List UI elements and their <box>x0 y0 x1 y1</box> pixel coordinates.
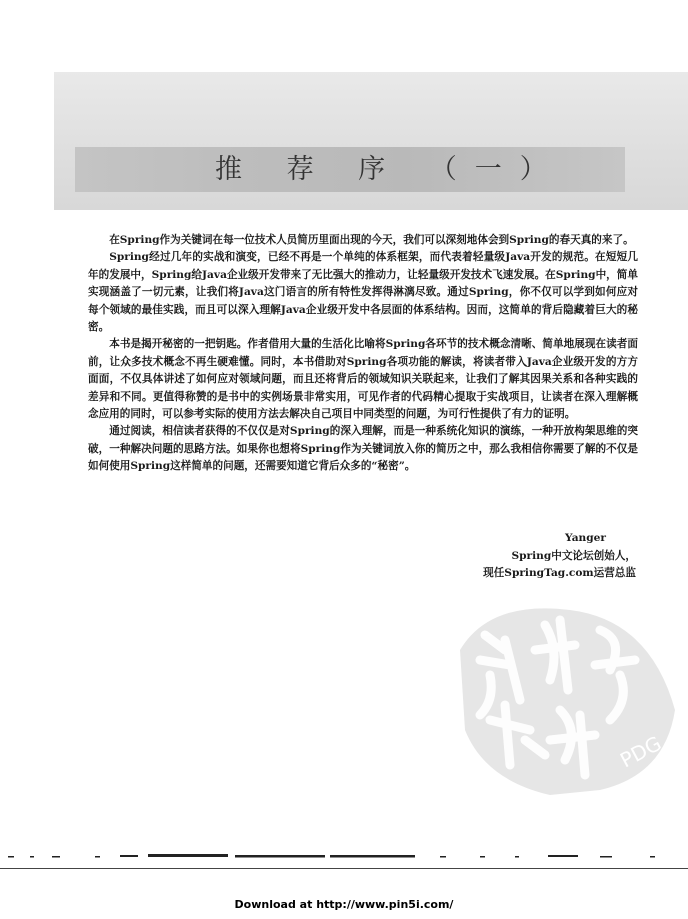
signature-role-2: 现任SpringTag.com运营总监 <box>483 567 636 579</box>
signature-role-1: Spring中文论坛创始人， <box>511 549 636 562</box>
seal-text: PDG <box>616 731 666 773</box>
signature-name: Yanger <box>564 532 606 544</box>
pdg-seal-watermark <box>450 590 680 795</box>
footer-download-text: Download at http://www.pin5i.com/ <box>234 898 454 911</box>
paragraph-4: 通过阅读，相信读者获得的不仅仅是对Spring的深入理解，而是一种系统化知识的演练，一种开放构架思维的突破，一种解决问题的思路方法。如果你也想将Spring作为关键词放入你的简历之中，那么我相信你需要了解的不仅是如何使用Spring这样简单的问题，还需要知道它背后众多的“秘密”。 <box>88 425 638 473</box>
paragraph-2: Spring经过几年的实战和演变，已经不再是一个单纯的体系框架，而代表着轻量级Java开发的规范。在短短几年的发展中，Spring给Java企业级开发带来了无比强大的推动力，让轻量级开发技术飞速发展。在Spring中，简单实现涵盖了一切元素，让我们将Java这门语言的所有特性发挥得淋漓尽致。通过Spring，你不仅可以学到如何应对每个领域的最佳实践，而且可以深入理解Java企业级开发中各层面的体系结构。因而，这简单的背后隐藏着巨大的秘密。 <box>88 251 638 334</box>
body-text <box>88 232 638 476</box>
page-title: 推 荐 序 （一） <box>215 154 565 185</box>
signature-block <box>483 530 636 583</box>
scan-dash-line <box>0 851 688 861</box>
paragraph-3: 本书是揭开秘密的一把钥匙。作者借用大量的生活化比喻将Spring各环节的技术概念清晰、简单地展现在读者面前，让众多技术概念不再生硬难懂。同时，本书借助对Spring各项功能的解读，将读者带入Java企业级开发的方方面面，不仅具体讲述了如何应对领域问题，而且还将背后的领域知识关联起来，让我们了解其因果关系和各种实践的差异和不同。更值得称赞的是书中的实例场景非常实用，可见作者的代码精心提取于实战项目，让读者在深入理解概念应用的同时，可以参考实际的使用方法去解决自己项目中同类型的问题，为可行性提供了有力的证明。 <box>88 338 638 421</box>
footer-rule <box>0 868 688 869</box>
paragraph-1: 在Spring作为关键词在每一位技术人员简历里面出现的今天，我们可以深刻地体会到Spring的春天真的来了。 <box>109 234 634 246</box>
